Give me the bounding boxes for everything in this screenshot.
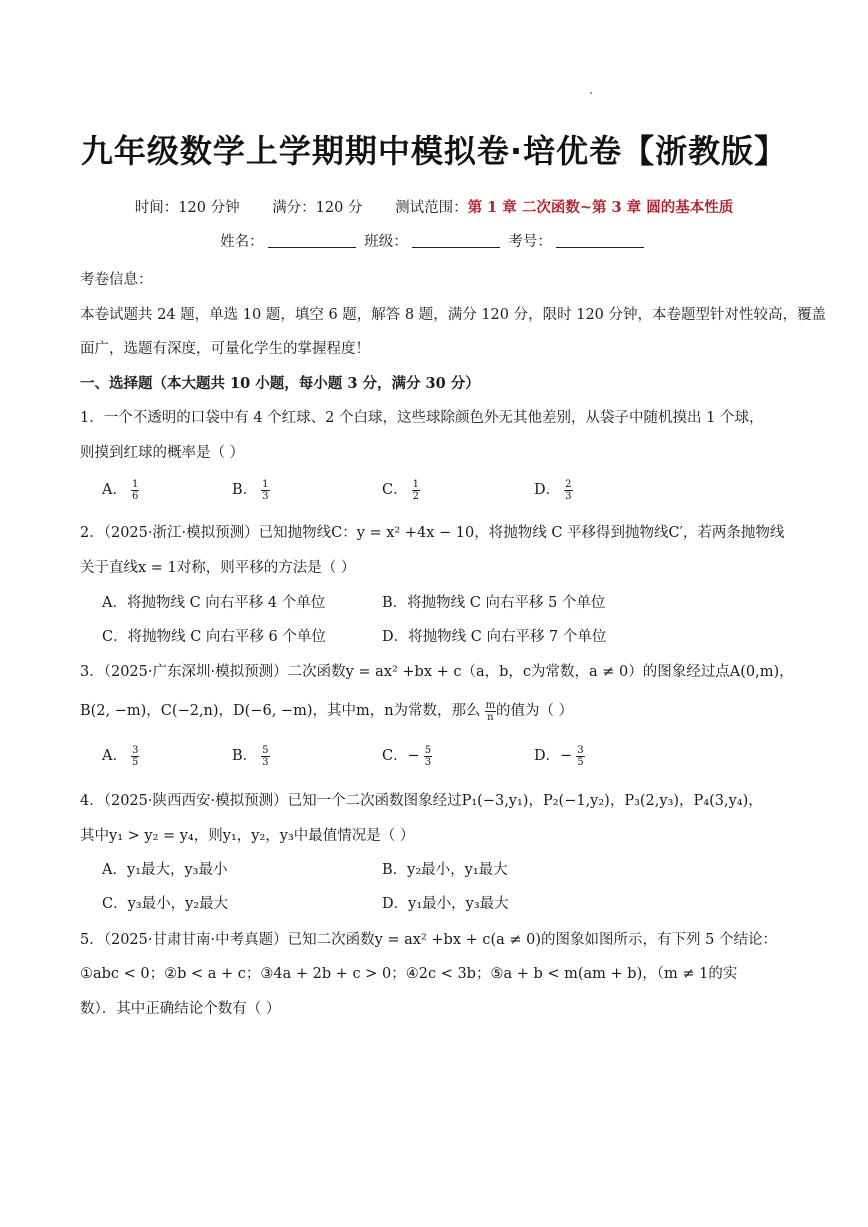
q5-stem-line-1: 5．（2025·甘肃甘南·中考真题）已知二次函数y = ax² +bx + c(a ≠ 0)的图象如图所示，有下列 5 个结论： bbox=[80, 932, 777, 948]
q5-stem-line-2: ①abc < 0；②b < a + c；③4a + 2b + c > 0；④2c < 3b；⑤a + b < m(am + b)，（m ≠ 1的实 bbox=[80, 966, 738, 982]
q4-option-a[interactable]: A．y₁最大，y₃最小 bbox=[102, 862, 228, 878]
q2-option-d[interactable]: D．将抛物线 C 向右平移 7 个单位 bbox=[382, 629, 607, 645]
q1-option-a[interactable]: A． $\frac{1}{6}$ bbox=[102, 478, 139, 502]
q4-option-b[interactable]: B．y₂最小，y₁最大 bbox=[382, 862, 508, 878]
q3-option-b[interactable]: B． $\frac{5}{3}$ bbox=[232, 744, 269, 768]
class-label: 班级： bbox=[364, 234, 408, 250]
full-score: 满分：120 分 bbox=[272, 200, 363, 216]
q1-option-c[interactable]: C． $\frac{1}{2}$ bbox=[382, 478, 419, 502]
info-line-2: 面广，选题有深度，可量化学生的掌握程度！ bbox=[80, 341, 370, 357]
q3-option-c[interactable]: C．− $\frac{5}{3}$ bbox=[382, 744, 432, 768]
q3-stem-line-2: B(2, −m)，C(−2,n)，D(−6, −m)，其中m，n为常数，那么 $\frac{m}{n}$ 的值为（ ） bbox=[80, 699, 574, 723]
q2-option-b[interactable]: B．将抛物线 C 向右平移 5 个单位 bbox=[382, 595, 606, 611]
q1-option-b[interactable]: B． $\frac{1}{3}$ bbox=[232, 478, 269, 502]
q2-stem-line-1: 2．（2025·浙江·模拟预测）已知抛物线C：y = x² +4x − 10，将抛物线 C 平移得到抛物线C′，若两条抛物线 bbox=[80, 525, 785, 541]
q1-stem-line-1: 1．一个不透明的口袋中有 4 个红球、2 个白球，这些球除颜色外无其他差别，从袋子中随机摸出 1 个球， bbox=[80, 410, 764, 426]
test-range bbox=[395, 200, 733, 216]
time-limit: 时间：120 分钟 bbox=[134, 200, 240, 216]
scan-speck bbox=[590, 92, 592, 94]
q1-stem-line-2: 则摸到红球的概率是（ ） bbox=[80, 445, 245, 461]
q4-option-d[interactable]: D．y₁最小，y₃最大 bbox=[382, 896, 509, 912]
exam-meta bbox=[0, 196, 868, 217]
student-info-fields bbox=[0, 230, 868, 251]
name-blank[interactable] bbox=[268, 233, 356, 248]
q5-stem-line-3: 数）．其中正确结论个数有（ ） bbox=[80, 1001, 281, 1017]
info-line-1: 本卷试题共 24 题，单选 10 题，填空 6 题，解答 8 题，满分 120 分，限时 120 分钟，本卷题型针对性较高，覆盖 bbox=[80, 307, 827, 323]
exam-title: 九年级数学上学期期中模拟卷·培优卷【浙教版】 bbox=[80, 132, 788, 170]
q2-stem-line-2: 关于直线x = 1对称，则平移的方法是（ ） bbox=[80, 560, 356, 576]
q2-option-c[interactable]: C．将抛物线 C 向右平移 6 个单位 bbox=[102, 629, 326, 645]
name-label: 姓名： bbox=[220, 234, 264, 250]
q3-stem-line-1: 3．（2025·广东深圳·模拟预测）二次函数y = ax² +bx + c（a，b，c为常数，a ≠ 0）的图象经过点A(0,m)， bbox=[80, 664, 794, 680]
range-value: 第 1 章 二次函数~第 3 章 圆的基本性质 bbox=[467, 199, 734, 216]
class-blank[interactable] bbox=[412, 233, 500, 248]
q2-option-a[interactable]: A．将抛物线 C 向右平移 4 个单位 bbox=[102, 595, 326, 611]
section-heading: 一、选择题（本大题共 10 小题，每小题 3 分，满分 30 分） bbox=[80, 375, 480, 392]
number-label: 考号： bbox=[508, 234, 552, 250]
q4-option-c[interactable]: C．y₃最小，y₂最大 bbox=[102, 896, 229, 912]
q4-stem-line-1: 4．（2025·陕西西安·模拟预测）已知一个二次函数图象经过P₁(−3,y₁)，P₂(−1,y₂)，P₃(2,y₃)，P₄(3,y₄)， bbox=[80, 793, 763, 809]
number-blank[interactable] bbox=[556, 233, 644, 248]
q3-option-a[interactable]: A． $\frac{3}{5}$ bbox=[102, 744, 139, 768]
range-label: 测试范围： bbox=[395, 200, 468, 216]
q4-stem-line-2: 其中y₁ > y₂ = y₄，则y₁，y₂，y₃中最值情况是（ ） bbox=[80, 828, 415, 844]
q3-option-d[interactable]: D．− $\frac{3}{5}$ bbox=[534, 744, 584, 768]
q1-option-d[interactable]: D． $\frac{2}{3}$ bbox=[534, 478, 572, 502]
info-heading: 考卷信息： bbox=[80, 272, 153, 288]
